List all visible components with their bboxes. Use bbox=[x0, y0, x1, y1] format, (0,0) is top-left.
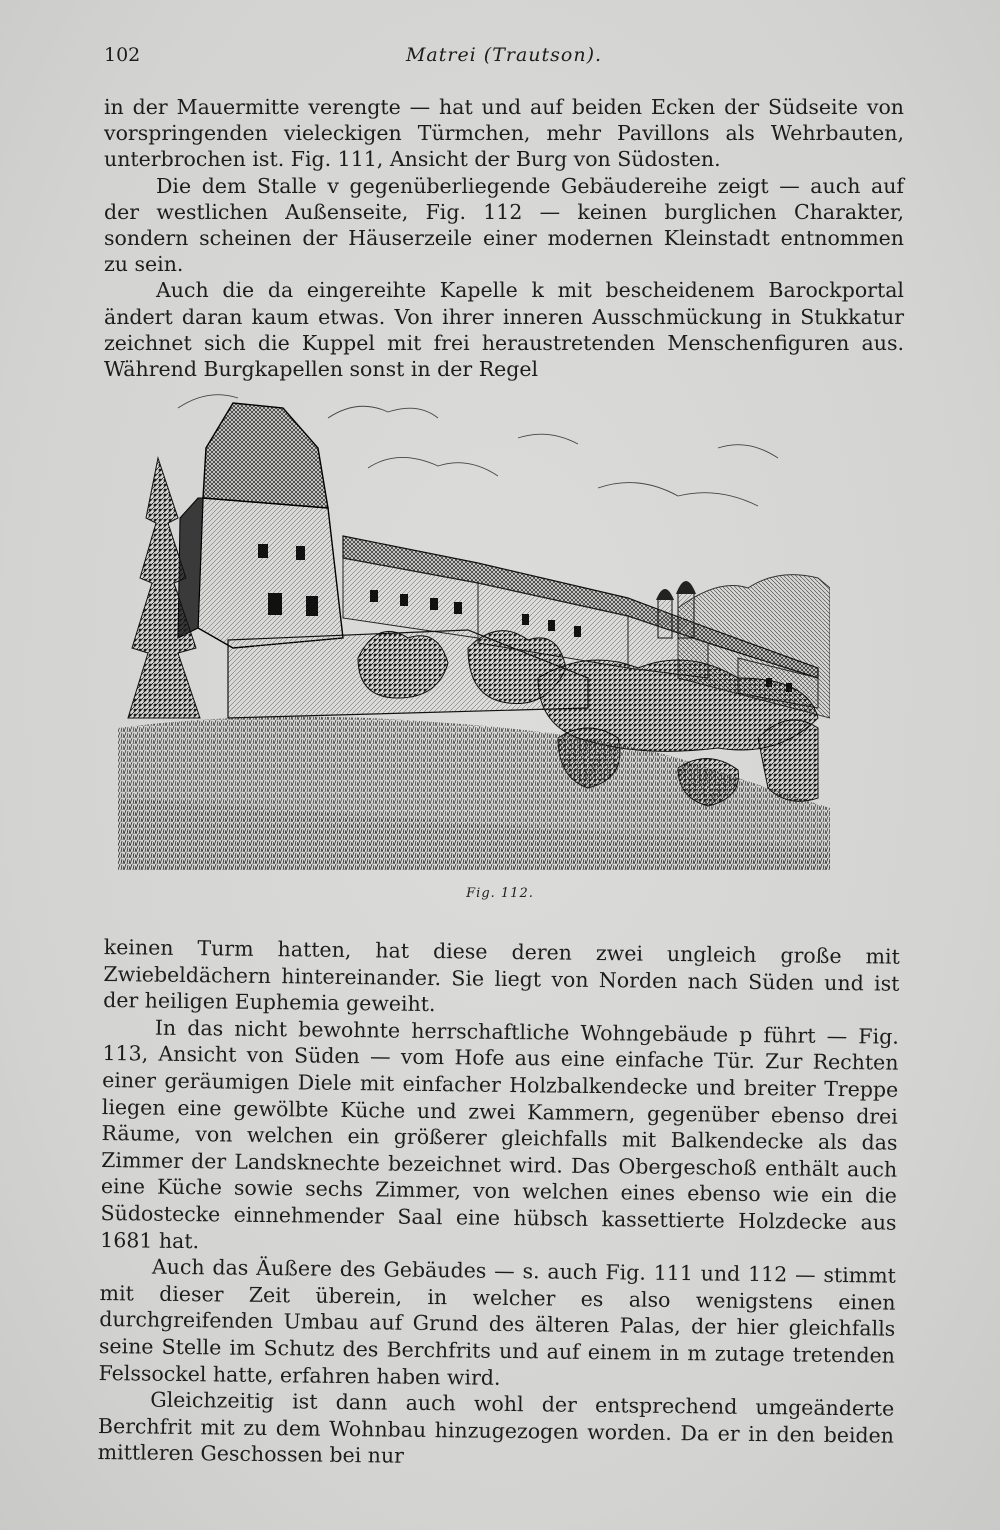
paragraph: Die dem Stalle v gegenüberliegende Gebäudereihe zeigt — auch auf der westlichen Außenseite, Fig. 112 — keinen burglichen Charakter, sondern scheinen der Häuserzeile einer modernen Kleinstadt entnommen zu sein. bbox=[104, 173, 904, 277]
text-block-bottom bbox=[98, 934, 900, 1476]
page-header bbox=[104, 44, 904, 74]
paragraph: Auch das Äußere des Gebäudes — s. auch Fig. 111 und 112 — stimmt mit dieser Zeit überein, in welcher es also wenigstens einen durchgreifenden Umbau auf Grund des älteren Palas, der hier gleichfalls seine Stelle im Schutz des Berchfrits und auf einem in m zutage tretenden Felssockel hatte, erfahren haben wird. bbox=[98, 1254, 897, 1390]
paragraph: Auch die da eingereihte Kapelle k mit bescheidenem Barockportal ändert daran kaum etwas. Von ihrer inneren Ausschmückung in Stukkatur zeichnet sich die Kuppel mit frei heraustretenden Menschenfiguren aus. Während Burgkapellen sonst in der Regel bbox=[104, 278, 904, 382]
paragraph: keinen Turm hatten, hat diese deren zwei ungleich große mit Zwiebeldächern hintereinander. Sie liegt von Norden nach Süden und ist der heiligen Euphemia geweiht. bbox=[103, 934, 900, 1017]
castle-illustration bbox=[118, 378, 830, 870]
text-block-top bbox=[104, 94, 904, 382]
main-tower bbox=[178, 403, 343, 648]
paragraph: in der Mauermitte verengte — hat und auf beiden Ecken der Südseite von vorspringenden vieleckigen Türmchen, mehr Pavillons als Wehrbauten, unterbrochen ist. Fig. 111, Ansicht der Burg von Südosten. bbox=[104, 95, 904, 172]
figure-caption: Fig. 112. bbox=[466, 886, 534, 901]
page-number: 102 bbox=[104, 44, 141, 66]
paragraph: Gleichzeitig ist dann auch wohl der entsprechend umgeänderte Berchfrit mit zu dem Wohnbau hinzugezogen worden. Da er in den beiden mittleren Geschossen bei nur bbox=[97, 1387, 895, 1468]
running-title: Matrei (Trautson). bbox=[405, 44, 603, 66]
castle-engraving bbox=[118, 378, 830, 870]
paragraph: In das nicht bewohnte herrschaftliche Wohngebäude p führt — Fig. 113, Ansicht von Süden — vom Hofe aus eine einfache Tür. Zur Rechten einer geräumigen Diele mit einfacher Holzbalkendecke und breiter Treppe liegen eine gewölbte Küche und zwei Kammern, gegenüber ebenso drei Räume, von welchen ein größerer gleichfalls mit Balkendecke als das Zimmer der Landsknechte bezeichnet wird. Das Obergeschoß enthält auch eine Küche sowie sechs Zimmer, von welchen eines ebenso wie ein die Südostecke einnehmender Saal eine hübsch kassettierte Holzdecke aus 1681 hat. bbox=[100, 1015, 899, 1253]
